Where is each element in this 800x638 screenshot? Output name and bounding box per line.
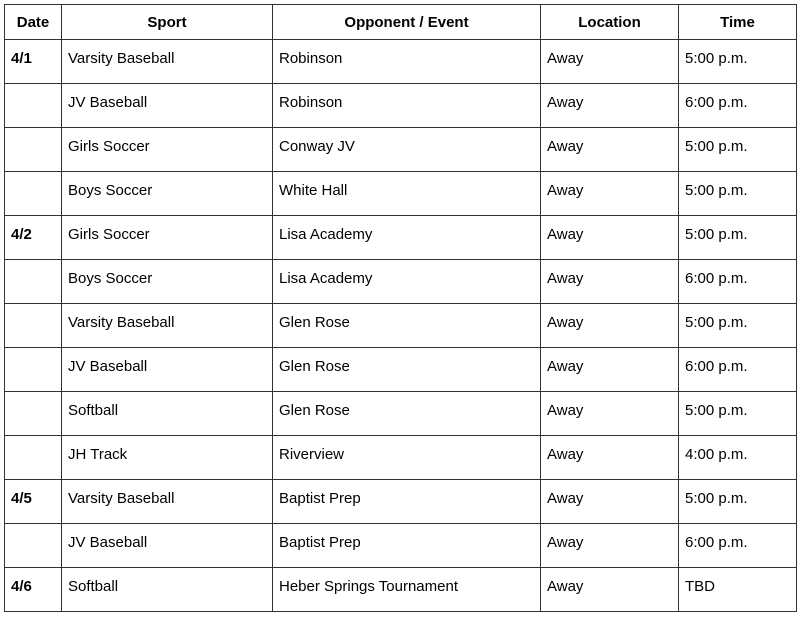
date-cell: 4/1 bbox=[5, 40, 62, 84]
location-cell: Away bbox=[541, 524, 679, 568]
time-cell: 5:00 p.m. bbox=[679, 304, 797, 348]
header-row bbox=[5, 5, 797, 40]
date-cell bbox=[5, 524, 62, 568]
opponent-cell: Baptist Prep bbox=[273, 524, 541, 568]
table-row bbox=[5, 348, 797, 392]
date-cell bbox=[5, 172, 62, 216]
time-cell: 5:00 p.m. bbox=[679, 172, 797, 216]
table-row bbox=[5, 84, 797, 128]
date-cell bbox=[5, 348, 62, 392]
time-cell: 6:00 p.m. bbox=[679, 348, 797, 392]
date-cell bbox=[5, 436, 62, 480]
sport-cell: JV Baseball bbox=[62, 348, 273, 392]
time-cell: 5:00 p.m. bbox=[679, 480, 797, 524]
time-cell: 5:00 p.m. bbox=[679, 40, 797, 84]
table-row bbox=[5, 40, 797, 84]
sport-cell: Boys Soccer bbox=[62, 260, 273, 304]
sport-cell: Boys Soccer bbox=[62, 172, 273, 216]
table-row bbox=[5, 392, 797, 436]
location-cell: Away bbox=[541, 216, 679, 260]
opponent-cell: Heber Springs Tournament bbox=[273, 568, 541, 612]
sport-cell: Varsity Baseball bbox=[62, 304, 273, 348]
table-row bbox=[5, 260, 797, 304]
time-cell: 6:00 p.m. bbox=[679, 524, 797, 568]
location-cell: Away bbox=[541, 392, 679, 436]
header-opponent: Opponent / Event bbox=[273, 5, 541, 40]
location-cell: Away bbox=[541, 304, 679, 348]
sport-cell: Softball bbox=[62, 568, 273, 612]
sport-cell: JV Baseball bbox=[62, 84, 273, 128]
sport-cell: JH Track bbox=[62, 436, 273, 480]
header-sport: Sport bbox=[62, 5, 273, 40]
location-cell: Away bbox=[541, 128, 679, 172]
location-cell: Away bbox=[541, 172, 679, 216]
table-row bbox=[5, 480, 797, 524]
table-row bbox=[5, 128, 797, 172]
table-row bbox=[5, 436, 797, 480]
opponent-cell: Lisa Academy bbox=[273, 260, 541, 304]
opponent-cell: Baptist Prep bbox=[273, 480, 541, 524]
table-row bbox=[5, 216, 797, 260]
opponent-cell: Robinson bbox=[273, 84, 541, 128]
date-cell: 4/2 bbox=[5, 216, 62, 260]
sport-cell: Varsity Baseball bbox=[62, 40, 273, 84]
sport-cell: Girls Soccer bbox=[62, 128, 273, 172]
sport-cell: Varsity Baseball bbox=[62, 480, 273, 524]
date-cell: 4/5 bbox=[5, 480, 62, 524]
opponent-cell: Robinson bbox=[273, 40, 541, 84]
date-cell bbox=[5, 128, 62, 172]
sport-cell: JV Baseball bbox=[62, 524, 273, 568]
schedule-body bbox=[5, 40, 797, 612]
opponent-cell: Riverview bbox=[273, 436, 541, 480]
time-cell: 5:00 p.m. bbox=[679, 128, 797, 172]
time-cell: 5:00 p.m. bbox=[679, 392, 797, 436]
location-cell: Away bbox=[541, 568, 679, 612]
header-time: Time bbox=[679, 5, 797, 40]
location-cell: Away bbox=[541, 40, 679, 84]
date-cell bbox=[5, 84, 62, 128]
location-cell: Away bbox=[541, 260, 679, 304]
date-cell bbox=[5, 392, 62, 436]
time-cell: 4:00 p.m. bbox=[679, 436, 797, 480]
location-cell: Away bbox=[541, 436, 679, 480]
opponent-cell: Glen Rose bbox=[273, 304, 541, 348]
opponent-cell: White Hall bbox=[273, 172, 541, 216]
date-cell bbox=[5, 260, 62, 304]
location-cell: Away bbox=[541, 84, 679, 128]
table-row bbox=[5, 172, 797, 216]
sport-cell: Girls Soccer bbox=[62, 216, 273, 260]
table-row bbox=[5, 568, 797, 612]
location-cell: Away bbox=[541, 348, 679, 392]
date-cell bbox=[5, 304, 62, 348]
schedule-header bbox=[5, 5, 797, 40]
table-row bbox=[5, 304, 797, 348]
date-cell: 4/6 bbox=[5, 568, 62, 612]
schedule-table bbox=[4, 4, 797, 612]
opponent-cell: Glen Rose bbox=[273, 392, 541, 436]
sport-cell: Softball bbox=[62, 392, 273, 436]
opponent-cell: Lisa Academy bbox=[273, 216, 541, 260]
table-row bbox=[5, 524, 797, 568]
time-cell: TBD bbox=[679, 568, 797, 612]
opponent-cell: Conway JV bbox=[273, 128, 541, 172]
time-cell: 5:00 p.m. bbox=[679, 216, 797, 260]
header-location: Location bbox=[541, 5, 679, 40]
opponent-cell: Glen Rose bbox=[273, 348, 541, 392]
time-cell: 6:00 p.m. bbox=[679, 84, 797, 128]
location-cell: Away bbox=[541, 480, 679, 524]
time-cell: 6:00 p.m. bbox=[679, 260, 797, 304]
header-date: Date bbox=[5, 5, 62, 40]
